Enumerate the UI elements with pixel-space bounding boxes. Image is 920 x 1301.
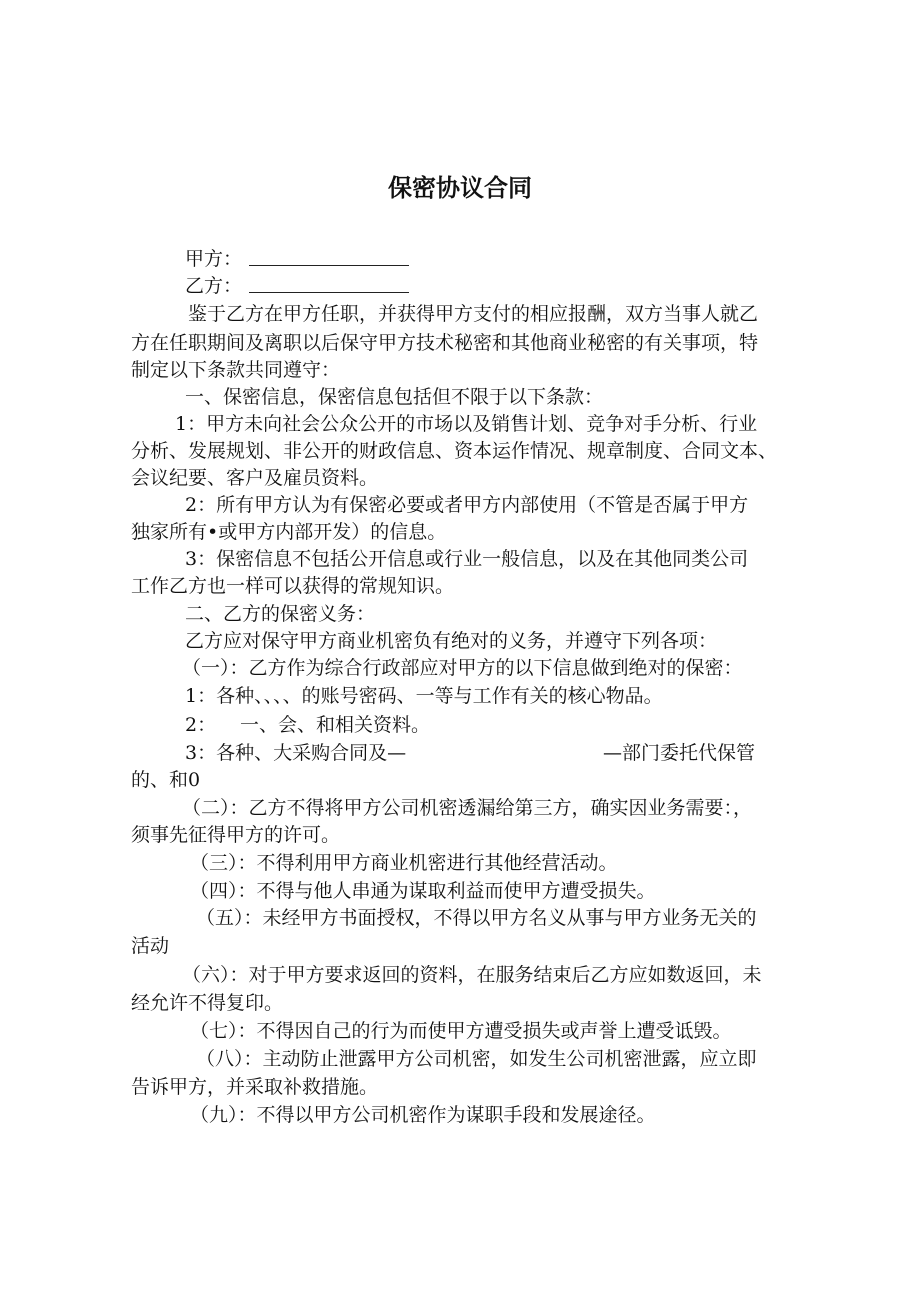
body-line: 乙方应对保守甲方商业机密负有绝对的义务，并遵守下列各项：	[185, 630, 718, 652]
body-line: （九）：不得以甲方公司机密作为谋职手段和发展途径。	[190, 1104, 656, 1126]
body-line: 经允许不得复印。	[131, 992, 284, 1014]
body-line: 1：各种、、、、的账号密码、一等与工作有关的核心物品。	[185, 685, 663, 707]
body-line: 方在任职期间及离职以后保守甲方技术秘密和其他商业秘密的有关事项，特	[131, 332, 759, 354]
body-line: 3：各种、大采购合同及—	[185, 742, 407, 764]
body-line: 2：	[185, 714, 217, 736]
body-line: （三）：不得利用甲方商业机密进行其他经营活动。	[190, 852, 618, 874]
body-line: （七）：不得因自己的行为而使甲方遭受损失或声誉上遭受诋毁。	[190, 1020, 732, 1042]
body-line: 一、会、和相关资料。	[240, 714, 431, 736]
body-line: —部门委托代保管	[603, 742, 756, 764]
body-line: 的、和0	[131, 769, 201, 791]
body-line: 制定以下条款共同遵守：	[131, 359, 341, 381]
body-line: （二）：乙方不得将甲方公司机密透漏给第三方，确实因业务需要：，	[182, 797, 753, 819]
body-line: 分析、发展规划、非公开的财政信息、资本运作情况、规章制度、合同文本、	[131, 440, 778, 462]
body-line: 3：保密信息不包括公开信息或行业一般信息，以及在其他同类公司	[185, 548, 749, 570]
body-line: （八）：主动防止泄露甲方公司机密，如发生公司机密泄露，应立即	[196, 1048, 757, 1070]
body-line: 会议纪要、客户及雇员资料。	[131, 467, 379, 489]
body-line: 鉴于乙方在甲方任职，并获得甲方支付的相应报酬，双方当事人就乙	[188, 303, 759, 325]
body-line: （四）：不得与他人串通为谋取利益而使甲方遭受损失。	[190, 880, 656, 902]
body-line: 须事先征得甲方的许可。	[131, 824, 341, 846]
body-line: 2：所有甲方认为有保密必要或者甲方内部使用（不管是否属于甲方	[185, 494, 749, 516]
body-line: 独家所有•或甲方内部开发）的信息。	[131, 521, 447, 543]
document-title: 保密协议合同	[388, 174, 532, 202]
body-line: 工作乙方也一样可以获得的常规知识。	[131, 575, 455, 597]
body-line: （六）：对于甲方要求返回的资料，在服务结束后乙方应如数返回，未	[182, 964, 762, 986]
body-line: 1：甲方未向社会公众公开的市场以及销售计划、竞争对手分析、行业	[175, 413, 758, 435]
body-line: 活动	[131, 935, 170, 957]
body-line: （一）：乙方作为综合行政部应对甲方的以下信息做到绝对的保密：	[182, 657, 743, 679]
body-line: （五）：未经甲方书面授权，不得以甲方名义从事与甲方业务无关的	[196, 907, 757, 929]
party-a-blank	[249, 265, 409, 266]
party-b-blank	[249, 292, 409, 293]
body-line: 告诉甲方，并采取补救措施。	[131, 1076, 379, 1098]
section-heading: 二、乙方的保密义务：	[185, 603, 376, 625]
section-heading: 一、保密信息，保密信息包括但不限于以下条款：	[185, 386, 604, 408]
party-b-label: 乙方：	[185, 275, 243, 297]
party-a-label: 甲方：	[185, 248, 243, 270]
